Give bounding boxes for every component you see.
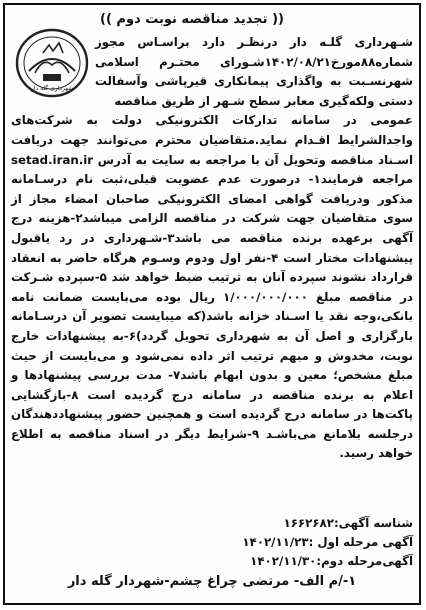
notice-meta xyxy=(11,514,413,571)
notice-paragraph xyxy=(11,111,413,464)
notice-paragraph-start: عمومی در سامانه تدارکات الکترونیکی دولت به شرکت‌های واجدالشرایط اقـدام نماید.متقاضیان محترم می‌توانند جهت دریافت اسـناد مناقصه وتحویل آن با مراجعه به سایت به آدرس xyxy=(11,113,414,167)
ad-id: شناسه آگهی:۱۶۶۲۶۸۲ xyxy=(283,516,413,530)
notice-paragraph-rest: مراجعه فرمایند۱- درصورت عدم عضویت قبلی،ثبت نام درسـامانه مذکور ودریافت گواهی امضای الکترونیکی صاحبان امضاء مجاز از سوی متقاضیان جهت شرکت در مناقصه الزامی میباشد۲-هزینه درج آگهی برعهده برنده مناقصه می باشد۳-شـهرداری در رد یاقبول پیشنهادات مختار است ۴-نفر اول ودوم وسـوم هرگاه حاضر به انعقاد قرارداد نشوند سپرده آنان به ترتیب ضبط خواهد شد ۵-سپرده شـرکت در مناقصه مبلغ ۱/۰۰۰/۰۰۰/۰۰۰ ریال بوده می‌بایست ضمانت نامه بانکی،وجه نقد یا اسـناد خزانه باشد(که میبایست تصویر آن درسـامانه بارگزاری و اصل آن به شهرداری تحویل گردد)۶-به پیشنهادات خارج نوبت، مخدوش و مبهم ترتیب اثر داده نمی‌شود و می‌بایست از حیث مبلغ مشخص؛ معین و بدون ابهام باشد۷- مدت بررسی پیشنهادها و اعلام به برنده مناقصه در سامانه درج گردیده است ۸-بازگشایی پاکت‌ها در سامانه درج گردیده است و همچنین حضور پیشنهاددهندگان درجلسه بلامانع می‌باشـد ۹-شرایط دیگر در اسناد مناقصه به اطلاع خواهد رسید. xyxy=(11,172,414,461)
first-stage-date: آگهی مرحله اول :۱۴۰۲/۱۱/۲۳ xyxy=(242,535,413,549)
notice-content xyxy=(11,9,413,599)
second-stage-date: آگهی‌مرحله دوم:۱۴۰۲/۱۱/۳۰ xyxy=(250,554,413,568)
logo-label: شهرداری گله دار xyxy=(30,85,74,92)
notice-intro: شـهرداری گلـه دار درنظـر دارد براسـاس مجوز شماره۸۸مورخ۱۴۰۲/۰۸/۲۱شـورای محتـرم اسلامی شهرنسـبت به واگذاری پیمانکاری قیرپاشی وآسفالت دستی ولکه‌گیری معابر سطح شـهر از طریق مناقصه xyxy=(95,35,413,108)
notice-frame xyxy=(3,3,421,605)
setad-site-link[interactable]: setad.iran.ir xyxy=(11,152,94,167)
mayor-signature: ۱-/م الف- مرتضی چراغ چشم-شهردار گله دار xyxy=(67,574,357,589)
notice-title: (( تجدید مناقصه نوبت دوم )) xyxy=(100,12,284,27)
notice-body xyxy=(11,33,413,464)
